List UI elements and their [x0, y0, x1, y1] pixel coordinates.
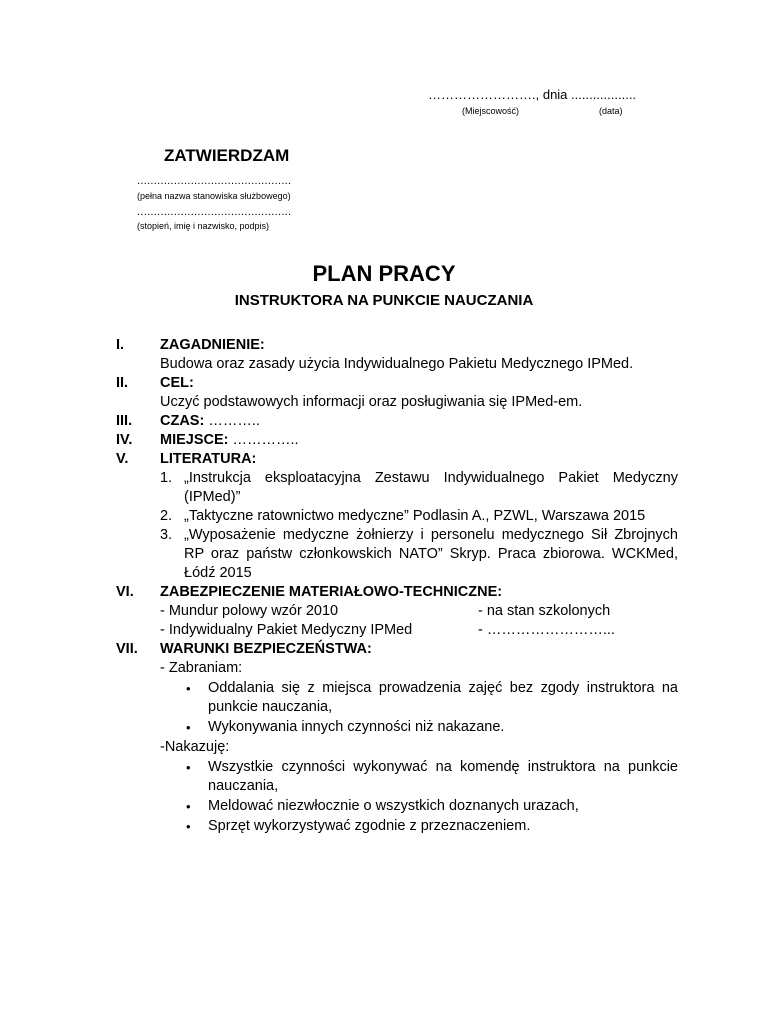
- forbid-heading: - Zabraniam:: [160, 660, 243, 676]
- section-number: VII.: [116, 641, 138, 657]
- section-place: [116, 431, 678, 450]
- section-number: II.: [116, 375, 129, 391]
- list-item-text: Sprzęt wykorzystywać zgodnie z przeznaczeniem.: [208, 818, 531, 834]
- date-label: (data): [599, 106, 623, 116]
- bullet-icon: •: [186, 799, 191, 814]
- list-item-text: Wykonywania innych czynności niż nakazane.: [208, 719, 505, 735]
- section-value: …………..: [228, 432, 299, 448]
- section-number: III.: [116, 413, 133, 429]
- section-topic: [116, 336, 678, 355]
- document-subtitle: INSTRUKTORA NA PUNKCIE NAUCZANIA: [234, 292, 534, 309]
- section-literature: [116, 450, 678, 469]
- literature-text: „Instrukcja eksploatacyjna Zestawu Indywidualnego Pakiet Medyczny (IPMed)”: [184, 470, 678, 505]
- material-source: - na stan szkolonych: [478, 603, 611, 619]
- section-safety: [116, 640, 678, 659]
- list-item: [116, 758, 678, 796]
- literature-item: [116, 526, 678, 583]
- bullet-icon: •: [186, 760, 191, 775]
- section-label: LITERATURA:: [160, 451, 257, 467]
- list-item: [116, 797, 678, 816]
- section-goal: [116, 374, 678, 393]
- approve-heading: ZATWIERDZAM: [164, 146, 290, 165]
- order-heading: -Nakazuję:: [160, 739, 230, 755]
- document-title: PLAN PRACY: [312, 261, 456, 286]
- name-dots: ..............................................: [137, 206, 292, 218]
- literature-text: „Wyposażenie medyczne żołnierzy i personelu medycznego Sił Zbrojnych RP oraz państw członkowskich NATO” Skryp. Praca zbiorowa. WCKMed, Łódź 2015: [184, 527, 678, 581]
- section-number: V.: [116, 451, 129, 467]
- section-label: MIEJSCE:: [160, 432, 229, 448]
- section-time: [116, 412, 678, 431]
- section-label: ZAGADNIENIE:: [160, 337, 265, 353]
- literature-number: 2.: [160, 508, 173, 524]
- literature-text: „Taktyczne ratownictwo medyczne” Podlasin A., PZWL, Warszawa 2015: [184, 508, 646, 524]
- place-date-line: ……………………., dnia ..................: [428, 87, 637, 102]
- section-number: I.: [116, 337, 125, 353]
- materials-row: [116, 602, 678, 621]
- list-item-text: Meldować niezwłocznie o wszystkich doznanych urazach,: [208, 798, 579, 814]
- material-item: - Mundur polowy wzór 2010: [160, 603, 339, 619]
- section-label: CZAS:: [160, 413, 205, 429]
- list-item-text: Wszystkie czynności wykonywać na komendę instruktora na punkcie nauczania,: [208, 759, 678, 794]
- section-text: Uczyć podstawowych informacji oraz posługiwania się IPMed-em.: [160, 394, 583, 410]
- section-number: IV.: [116, 432, 133, 448]
- section-label: WARUNKI BEZPIECZEŃSTWA:: [160, 641, 372, 657]
- position-dots: ..............................................: [137, 175, 292, 187]
- literature-item: [116, 469, 678, 507]
- place-label: (Miejscowość): [462, 106, 520, 116]
- section-text: Budowa oraz zasady użycia Indywidualnego Pakietu Medycznego IPMed.: [160, 356, 634, 372]
- list-item: [116, 679, 678, 717]
- material-source: - ……………………...: [478, 622, 615, 638]
- materials-row: [116, 621, 678, 640]
- name-label: (stopień, imię i nazwisko, podpis): [137, 221, 270, 231]
- section-number: VI.: [116, 584, 134, 600]
- bullet-icon: •: [186, 720, 191, 735]
- bullet-icon: •: [186, 681, 191, 696]
- position-label: (pełna nazwa stanowiska służbowego): [137, 191, 291, 201]
- section-label: CEL:: [160, 375, 194, 391]
- section-label: ZABEZPIECZENIE MATERIAŁOWO-TECHNICZNE:: [160, 584, 503, 600]
- material-item: - Indywidualny Pakiet Medyczny IPMed: [160, 622, 413, 638]
- list-item: [116, 718, 678, 737]
- list-item: [116, 817, 678, 836]
- list-item-text: Oddalania się z miejsca prowadzenia zajęć bez zgody instruktora na punkcie nauczania,: [208, 680, 678, 715]
- section-materials: [116, 583, 678, 602]
- bullet-icon: •: [186, 819, 191, 834]
- plan-content: [116, 336, 678, 837]
- literature-item: [116, 507, 678, 526]
- literature-number: 1.: [160, 470, 173, 486]
- literature-number: 3.: [160, 527, 173, 543]
- section-value: ………..: [204, 413, 260, 429]
